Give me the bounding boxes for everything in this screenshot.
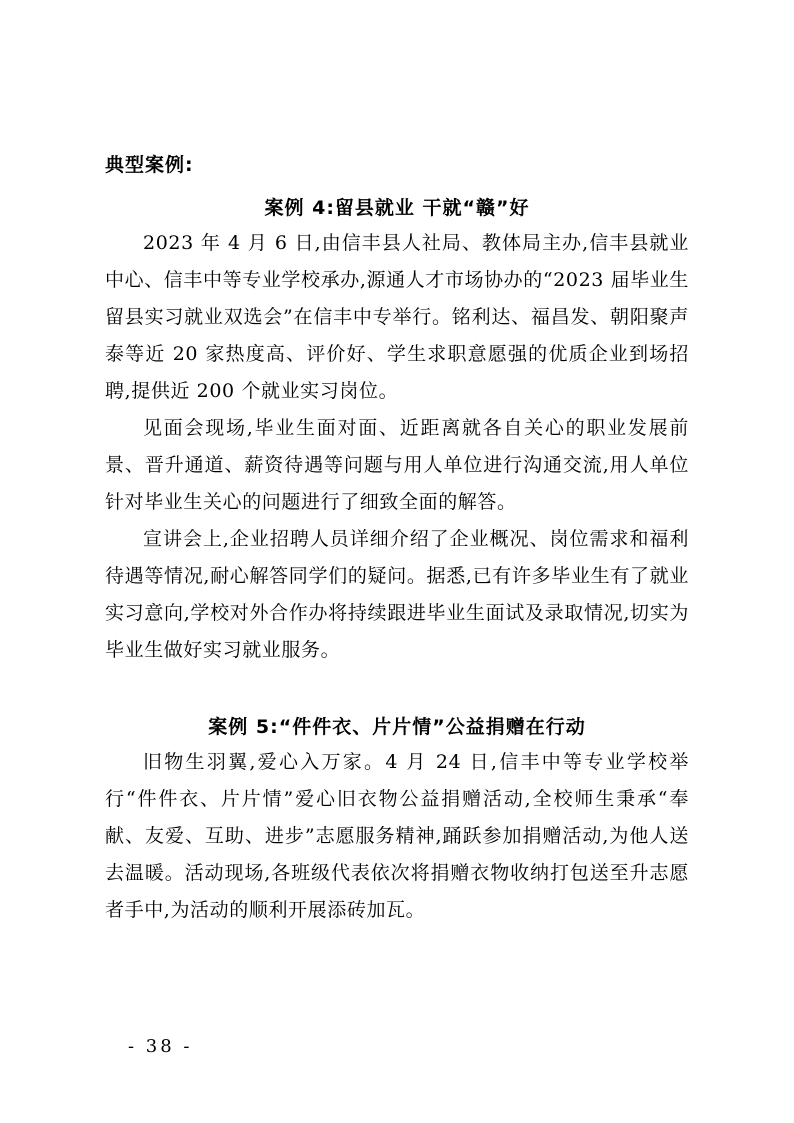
case-4-paragraph-3: 宣讲会上,企业招聘人员详细介绍了企业概况、岗位需求和福利待遇等情况,耐心解答同学们的疑问。据悉,已有许多毕业生有了就业实习意向,学校对外合作办将持续跟进毕业生面试及录取情况,切实为毕业生做好实习就业服务。 bbox=[105, 528, 689, 661]
page-number: - 38 - bbox=[128, 1036, 193, 1057]
case-4-title: 案例 4:留县就业 干就“赣”好 bbox=[264, 197, 530, 219]
section-label: 典型案例: bbox=[105, 154, 194, 176]
case-4-paragraph-1: 2023 年 4 月 6 日,由信丰县人社局、教体局主办,信丰县就业中心、信丰中等专业学校承办,源通人才市场协办的“2023 届毕业生留县实习就业双选会”在信丰中专举行。铭利达、福昌发、朝阳聚声泰等近 20 家热度高、评价好、学生求职意愿强的优质企业到场招聘,提供近 200 个就业实习岗位。 bbox=[105, 232, 689, 402]
case-4-paragraph-2: 见面会现场,毕业生面对面、近距离就各自关心的职业发展前景、晋升通道、薪资待遇等问题与用人单位进行沟通交流,用人单位针对毕业生关心的问题进行了细致全面的解答。 bbox=[105, 417, 689, 513]
case-5-paragraph-1: 旧物生羽翼,爱心入万家。4 月 24 日,信丰中等专业学校举行“件件衣、片片情”爱心旧衣物公益捐赠活动,全校师生秉承“奉献、友爱、互助、进步”志愿服务精神,踊跃参加捐赠活动,为他人送去温暖。活动现场,各班级代表依次将捐赠衣物收纳打包送至升志愿者手中,为活动的顺利开展添砖加瓦。 bbox=[105, 751, 689, 921]
case-5-title: 案例 5:“件件衣、片片情”公益捐赠在行动 bbox=[208, 716, 586, 738]
